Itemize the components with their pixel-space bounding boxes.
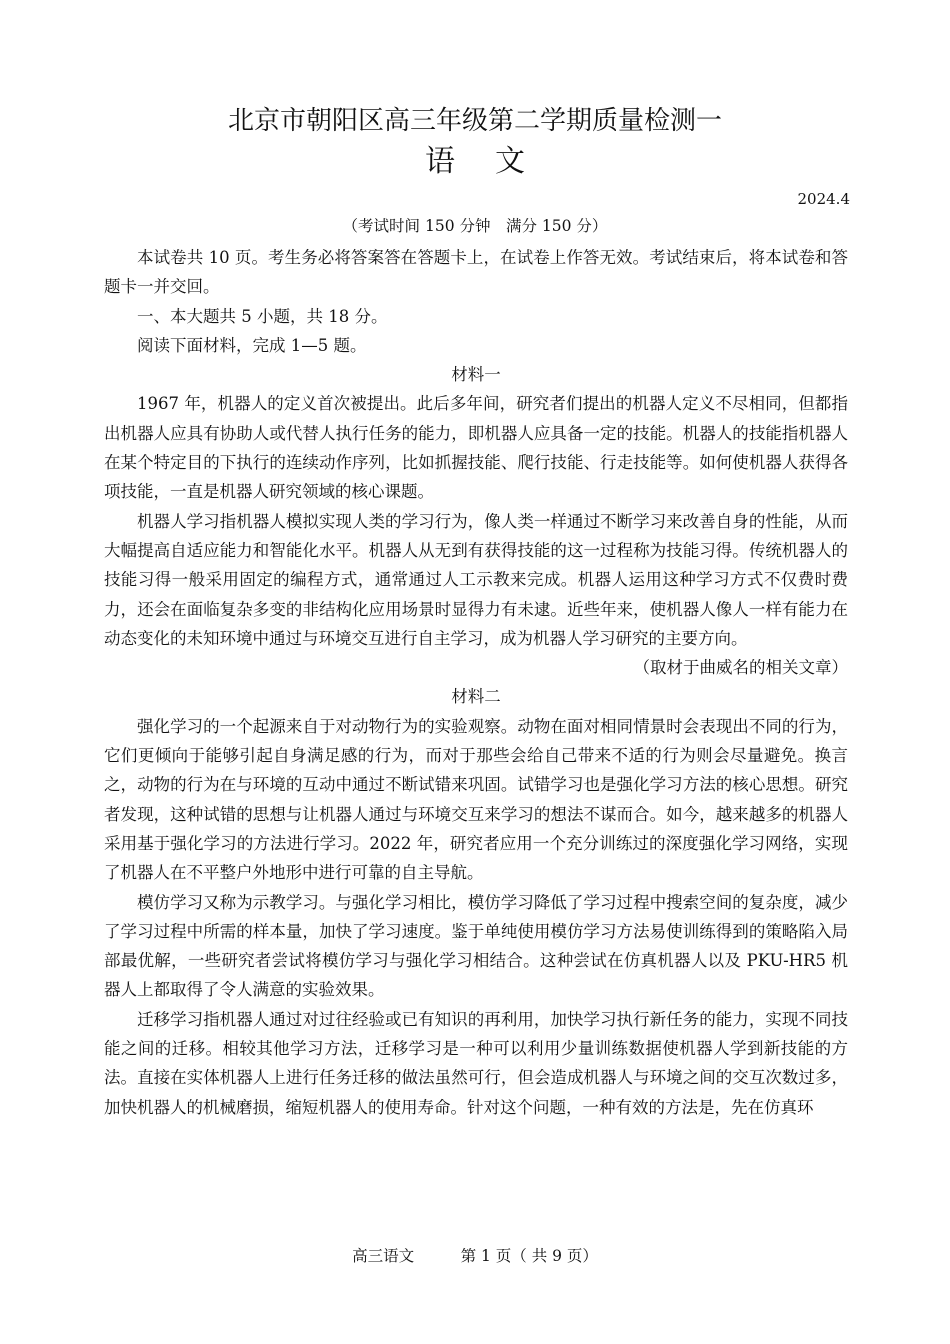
page-footer: 高三语文 第 1 页（ 共 9 页） [352,1247,598,1265]
exam-content [104,243,848,1122]
reading-prompt: 阅读下面材料，完成 1—5 题。 [137,335,367,355]
material-one-paragraph: 机器人学习指机器人模拟实现人类的学习行为，像人类一样通过不断学习来改善自身的性能，从而大幅提高自适应能力和智能化水平。机器人从无到有获得技能的这一过程称为技能习得。传统机器人的技能习得一般采用固定的编程方式，通常通过人工示教来完成。机器人运用这种学习方式不仅费时费力，还会在面临复杂多变的非结构化应用场景时显得力有未逮。近些年来，使机器人像人一样有能力在动态变化的未知环境中通过与环境交互进行自主学习，成为机器人学习研究的主要方向。 [104,511,848,648]
subject-title: 语文 [425,144,565,179]
material-two-paragraph: 模仿学习又称为示教学习。与强化学习相比，模仿学习降低了学习过程中搜索空间的复杂度，减少了学习过程中所需的样本量，加快了学习速度。鉴于单纯使用模仿学习方法易使训练得到的策略陷入局部最优解，一些研究者尝试将模仿学习与强化学习相结合。这种尝试在仿真机器人以及 PKU-HR5 机器人上都取得了令人满意的实验效果。 [104,892,848,1000]
section-heading: 一、本大题共 5 小题，共 18 分。 [137,306,388,326]
exam-time-and-score: （考试时间 150 分钟 满分 150 分） [342,217,608,235]
material-one-heading: 材料一 [451,365,501,385]
exam-date: 2024.4 [797,190,850,208]
material-one-paragraph: 1967 年，机器人的定义首次被提出。此后多年间，研究者们提出的机器人定义不尽相同，但都指出机器人应具有协助人或代替人执行任务的能力，即机器人应具备一定的技能。机器人的技能指机器人在某个特定目的下执行的连续动作序列，比如抓握技能、爬行技能、行走技能等。如何使机器人获得各项技能，一直是机器人研究领域的核心课题。 [104,394,848,502]
exam-notice: 本试卷共 10 页。考生务必将答案答在答题卡上，在试卷上作答无效。考试结束后，将本试卷和答题卡一并交回。 [104,248,848,297]
material-two-paragraph: 迁移学习指机器人通过对过往经验或已有知识的再利用，加快学习执行新任务的能力，实现不同技能之间的迁移。相较其他学习方法，迁移学习是一种可以利用少量训练数据使机器人学到新技能的方法。直接在实体机器人上进行任务迁移的做法虽然可行，但会造成机器人与环境之间的交互次数过多，加快机器人的机械磨损，缩短机器人的使用寿命。针对这个问题，一种有效的方法是，先在仿真环 [104,1009,848,1117]
material-two-heading: 材料二 [451,687,501,707]
material-two-paragraph: 强化学习的一个起源来自于对动物行为的实验观察。动物在面对相同情景时会表现出不同的行为，它们更倾向于能够引起自身满足感的行为，而对于那些会给自己带来不适的行为则会尽量避免。换言之，动物的行为在与环境的互动中通过不断试错来巩固。试错学习也是强化学习方法的核心思想。研究者发现，这种试错的思想与让机器人通过与环境交互来学习的想法不谋而合。如今，越来越多的机器人采用基于强化学习的方法进行学习。2022 年，研究者应用一个充分训练过的深度强化学习网络，实现了机器人在不平整户外地形中进行可靠的自主导航。 [104,716,848,883]
exam-title: 北京市朝阳区高三年级第二学期质量检测一 [227,106,722,136]
material-one-source: （取材于曲威名的相关文章） [633,658,848,678]
